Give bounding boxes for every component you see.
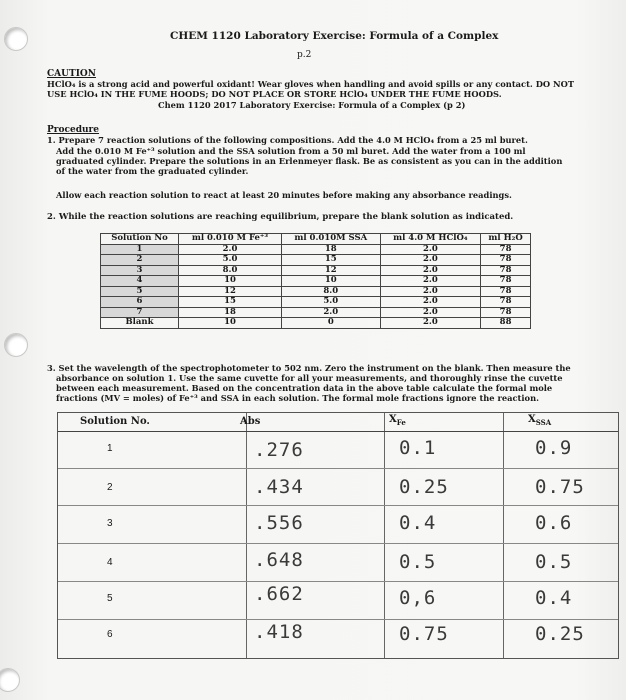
x-ssa-value: 0.4: [535, 587, 573, 609]
procedure-step3-line4: fractions (MV = moles) of Fe⁺³ and SSA in each solution. The formal mole fractions ignore the reaction.: [56, 393, 539, 403]
caution-line-3: Chem 1120 2017 Laboratory Exercise: Formula of a Complex (p 2): [158, 100, 466, 110]
cell: 6: [101, 297, 179, 308]
cell: 2.0: [380, 307, 481, 318]
header-solution-no: Solution No: [101, 234, 179, 245]
procedure-step1-line1: 1. Prepare 7 reaction solutions of the following compositions. Add the 4.0 M HClO₄ from a 25 ml buret.: [47, 135, 528, 145]
cell: 10: [179, 318, 282, 329]
procedure-step2: 2. While the reaction solutions are reaching equilibrium, prepare the blank solution as indicated.: [47, 212, 514, 222]
composition-table-header-row: [101, 234, 531, 245]
cell: 15: [281, 255, 380, 266]
procedure-allow-note: Allow each reaction solution to react at least 20 minutes before making any absorbance readings.: [56, 190, 512, 200]
column-divider: [503, 413, 504, 658]
cell: 78: [481, 297, 531, 308]
table-row: [101, 265, 531, 276]
cell: 78: [481, 244, 531, 255]
column-divider: [246, 413, 247, 658]
row-number: 4: [107, 557, 113, 568]
cell: 10: [281, 276, 380, 287]
cell: 18: [179, 307, 282, 318]
cell: 8.0: [179, 265, 282, 276]
x-ssa-value: 0.6: [535, 512, 573, 534]
x-ssa-value: 0.25: [535, 623, 585, 645]
absorbance-value: .418: [254, 621, 304, 643]
x-fe-value: 0.4: [399, 512, 437, 534]
cell: 4: [101, 276, 179, 287]
header-ssa-volume: ml 0.010M SSA: [281, 234, 380, 245]
binder-hole-middle: [4, 333, 28, 357]
absorbance-value: .276: [254, 439, 304, 461]
cell: 2.0: [380, 297, 481, 308]
cell: 78: [481, 307, 531, 318]
cell: 5: [101, 286, 179, 297]
cell: 2.0: [380, 265, 481, 276]
cell: 18: [281, 244, 380, 255]
cell: 2.0: [380, 244, 481, 255]
table-row: [101, 255, 531, 266]
cell: 1: [101, 244, 179, 255]
row-divider: [58, 505, 618, 506]
x-ssa-value: 0.75: [535, 476, 585, 498]
absorbance-value: .662: [254, 583, 304, 605]
x-fe-value: 0,6: [399, 587, 437, 609]
x-ssa-value: 0.9: [535, 437, 573, 459]
caution-heading: CAUTION: [47, 69, 96, 79]
x-fe-value: 0.75: [399, 623, 449, 645]
cell: 78: [481, 286, 531, 297]
header-abs: Abs: [240, 416, 261, 427]
cell: 78: [481, 276, 531, 287]
row-number: 6: [107, 629, 113, 640]
x-ssa-value: 0.5: [535, 551, 573, 573]
composition-table: [100, 233, 531, 329]
cell: 2.0: [380, 318, 481, 329]
cell: 10: [179, 276, 282, 287]
x-fe-value: 0.1: [399, 437, 437, 459]
header-water-volume: ml H₂O: [481, 234, 531, 245]
header-divider: [58, 431, 618, 432]
x-fe-value: 0.5: [399, 551, 437, 573]
cell: 2.0: [380, 255, 481, 266]
cell: 2: [101, 255, 179, 266]
binder-hole-top: [4, 27, 28, 51]
table-row: [101, 286, 531, 297]
cell: 2.0: [380, 286, 481, 297]
header-x-fe: $X_{Fe}$: [389, 414, 406, 427]
row-number: 1: [107, 443, 113, 454]
header-solution-no: Solution No.: [80, 416, 150, 427]
absorbance-value: .648: [254, 549, 304, 571]
procedure-step1-line4: of the water from the graduated cylinder.: [56, 166, 249, 176]
cell: 12: [281, 265, 380, 276]
caution-line-1: HClO₄ is a strong acid and powerful oxidant! Wear gloves when handling and avoid spills or any contact. DO NOT: [47, 79, 574, 89]
procedure-step1-line2: Add the 0.010 M Fe⁺³ solution and the SSA solution from a 50 ml buret. Add the water from a 100 ml: [56, 146, 526, 156]
cell: 78: [481, 255, 531, 266]
row-divider: [58, 543, 618, 544]
header-x-ssa: $X_{SSA}$: [528, 414, 552, 427]
cell: 2.0: [380, 276, 481, 287]
table-row: [101, 276, 531, 287]
results-table: [57, 412, 619, 659]
column-divider: [384, 413, 385, 658]
cell: 0: [281, 318, 380, 329]
cell: 7: [101, 307, 179, 318]
cell: 15: [179, 297, 282, 308]
table-row: [101, 297, 531, 308]
cell: 5.0: [179, 255, 282, 266]
table-row: [101, 244, 531, 255]
row-number: 3: [107, 518, 113, 529]
procedure-step3-line2: absorbance on solution 1. Use the same cuvette for all your measurements, and thoroughly rinse the cuvette: [56, 373, 563, 383]
cell: 78: [481, 265, 531, 276]
cell: 2.0: [179, 244, 282, 255]
row-number: 5: [107, 593, 113, 604]
procedure-heading: Procedure: [47, 125, 100, 135]
caution-line-2: USE HClO₄ IN THE FUME HOODS; DO NOT PLACE OR STORE HClO₄ UNDER THE FUME HOODS.: [47, 89, 502, 99]
row-divider: [58, 468, 618, 469]
cell: 5.0: [281, 297, 380, 308]
cell: 3: [101, 265, 179, 276]
cell: Blank: [101, 318, 179, 329]
header-fe-volume: ml 0.010 M Fe⁺³: [179, 234, 282, 245]
procedure-step1-line3: graduated cylinder. Prepare the solutions in an Erlenmeyer flask. Be as consistent as you can in the addition: [56, 156, 563, 166]
table-row: [101, 318, 531, 329]
table-row: [101, 307, 531, 318]
row-number: 2: [107, 482, 113, 493]
cell: 12: [179, 286, 282, 297]
procedure-step3-line3: between each measurement. Based on the concentration data in the above table calculate the formal mole: [56, 383, 553, 393]
cell: 2.0: [281, 307, 380, 318]
cell: 8.0: [281, 286, 380, 297]
row-divider: [58, 619, 618, 620]
page-number: p.2: [297, 50, 312, 60]
cell: 88: [481, 318, 531, 329]
procedure-step3-line1: 3. Set the wavelength of the spectrophotometer to 502 nm. Zero the instrument on the blank. Then measure the: [47, 363, 571, 373]
worksheet-title: CHEM 1120 Laboratory Exercise: Formula of a Complex: [170, 30, 499, 42]
absorbance-value: .434: [254, 476, 304, 498]
binder-hole-bottom: [0, 668, 20, 692]
absorbance-value: .556: [254, 512, 304, 534]
header-hclo4-volume: ml 4.0 M HClO₄: [380, 234, 481, 245]
x-fe-value: 0.25: [399, 476, 449, 498]
row-divider: [58, 581, 618, 582]
